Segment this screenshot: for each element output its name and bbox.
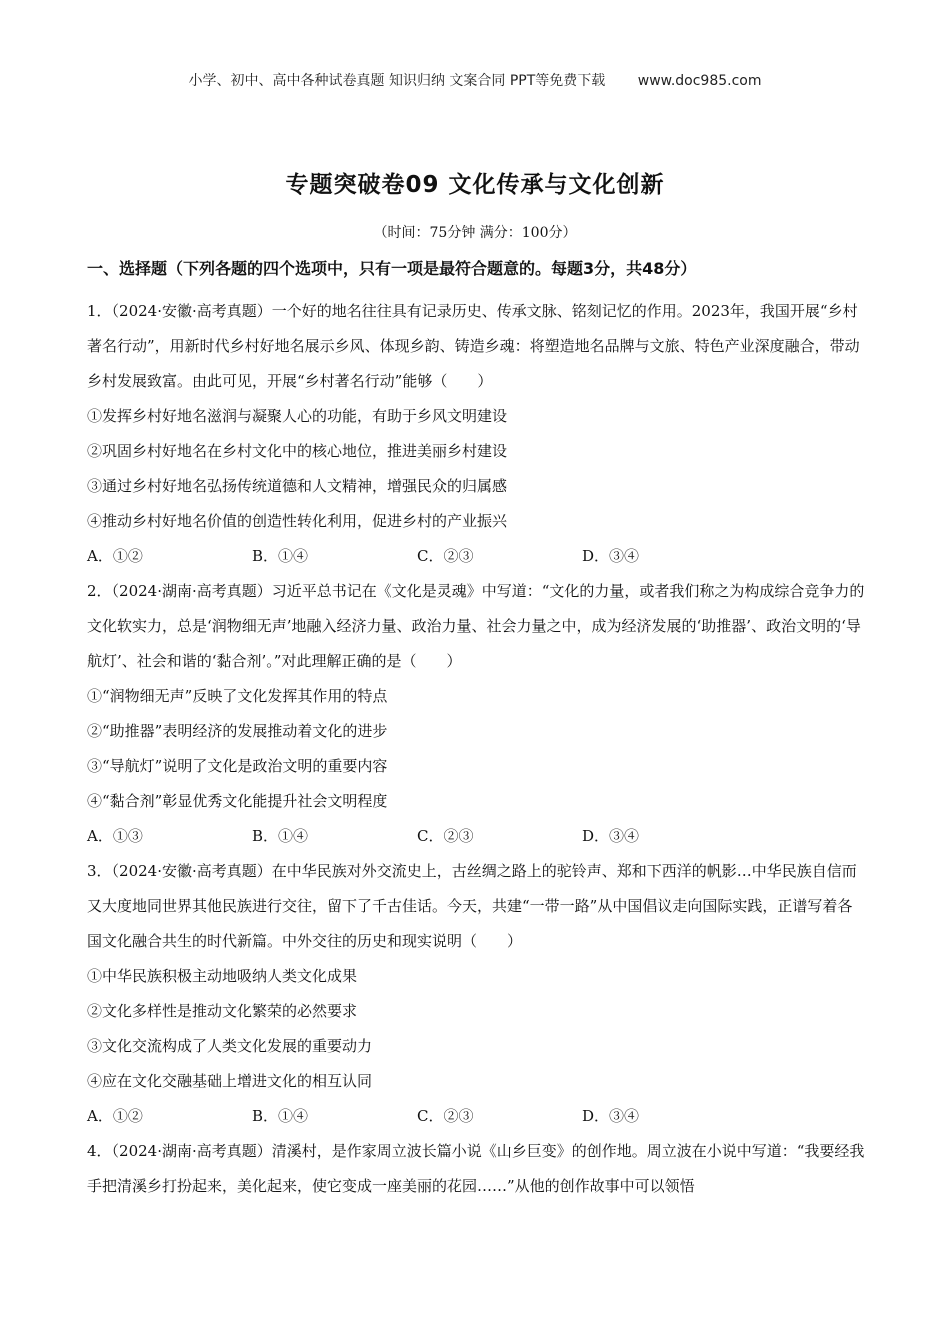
choice-d: D．③④ [582, 827, 640, 845]
choice-a: A．①② [87, 547, 143, 565]
choice-b: B．①④ [252, 1107, 309, 1125]
question-4 [87, 1134, 867, 1204]
statement-option: ①“润物细无声”反映了文化发挥其作用的特点 [87, 687, 388, 705]
question-stem: 2．（2024·湖南·高考真题）习近平总书记在《文化是灵魂》中写道：“文化的力量，或者我们称之为构成综合竞争力的文化软实力，总是‘润物细无声’地融入经济力量、政治力量、社会力量之中，成为经济发展的‘助推器’、政治文明的‘导航灯’、社会和谐的‘黏合剂’。”对此理解正确的是（ ） [87, 582, 865, 670]
choice-d: D．③④ [582, 1107, 640, 1125]
document-content [87, 256, 867, 1204]
choice-c: C．②③ [417, 827, 474, 845]
statement-option: ①中华民族积极主动地吸纳人类文化成果 [87, 967, 358, 985]
choice-b: B．①④ [252, 547, 309, 565]
choice-d: D．③④ [582, 547, 640, 565]
answer-choices [87, 539, 867, 574]
header-site-link[interactable]: www.doc985.com [637, 73, 762, 89]
statement-option: ④“黏合剂”彰显优秀文化能提升社会文明程度 [87, 792, 388, 810]
question-2 [87, 574, 867, 854]
statement-option: ④应在文化交融基础上增进文化的相互认同 [87, 1072, 373, 1090]
statement-option: ①发挥乡村好地名滋润与凝聚人心的功能，有助于乡风文明建设 [87, 407, 508, 425]
choice-a: A．①③ [87, 827, 143, 845]
header-text: 小学、初中、高中各种试卷真题 知识归纳 文案合同 PPT等免费下载 [188, 73, 606, 89]
statement-option: ③文化交流构成了人类文化发展的重要动力 [87, 1037, 373, 1055]
statement-option: ②巩固乡村好地名在乡村文化中的核心地位，推进美丽乡村建设 [87, 442, 508, 460]
section-heading: 一、选择题（下列各题的四个选项中，只有一项是最符合题意的。每题3分，共48分） [87, 259, 697, 278]
choice-b: B．①④ [252, 827, 309, 845]
choice-a: A．①② [87, 1107, 143, 1125]
document-title: 专题突破卷09 文化传承与文化创新 [285, 172, 665, 198]
question-stem: 3．（2024·安徽·高考真题）在中华民族对外交流史上，古丝绸之路上的驼铃声、郑和下西洋的帆影…中华民族自信而又大度地同世界其他民族进行交往，留下了千古佳话。今天，共建“一带一路”从中国倡议走向国际实践，正谱写着各国文化融合共生的时代新篇。中外交往的历史和现实说明（ ） [87, 862, 857, 950]
answer-choices [87, 819, 867, 854]
statement-option: ②文化多样性是推动文化繁荣的必然要求 [87, 1002, 358, 1020]
question-stem: 4．（2024·湖南·高考真题）清溪村，是作家周立波长篇小说《山乡巨变》的创作地。周立波在小说中写道：“我要经我手把清溪乡打扮起来，美化起来，使它变成一座美丽的花园……”从他的创作故事中可以领悟 [87, 1142, 865, 1195]
question-3 [87, 854, 867, 1134]
page-header [0, 70, 950, 90]
statement-option: ③通过乡村好地名弘扬传统道德和人文精神，增强民众的归属感 [87, 477, 508, 495]
statement-option: ③“导航灯”说明了文化是政治文明的重要内容 [87, 757, 388, 775]
statement-option: ②“助推器”表明经济的发展推动着文化的进步 [87, 722, 388, 740]
choice-c: C．②③ [417, 1107, 474, 1125]
exam-time-info: （时间：75分钟 满分：100分） [373, 225, 577, 241]
question-stem: 1．（2024·安徽·高考真题）一个好的地名往往具有记录历史、传承文脉、铭刻记忆的作用。2023年，我国开展“乡村著名行动”，用新时代乡村好地名展示乡风、体现乡韵、铸造乡魂：将塑造地名品牌与文旅、特色产业深度融合，带动乡村发展致富。由此可见，开展“乡村著名行动”能够（ ） [87, 302, 860, 390]
statement-option: ④推动乡村好地名价值的创造性转化利用，促进乡村的产业振兴 [87, 512, 508, 530]
question-1 [87, 294, 867, 574]
answer-choices [87, 1099, 867, 1134]
choice-c: C．②③ [417, 547, 474, 565]
